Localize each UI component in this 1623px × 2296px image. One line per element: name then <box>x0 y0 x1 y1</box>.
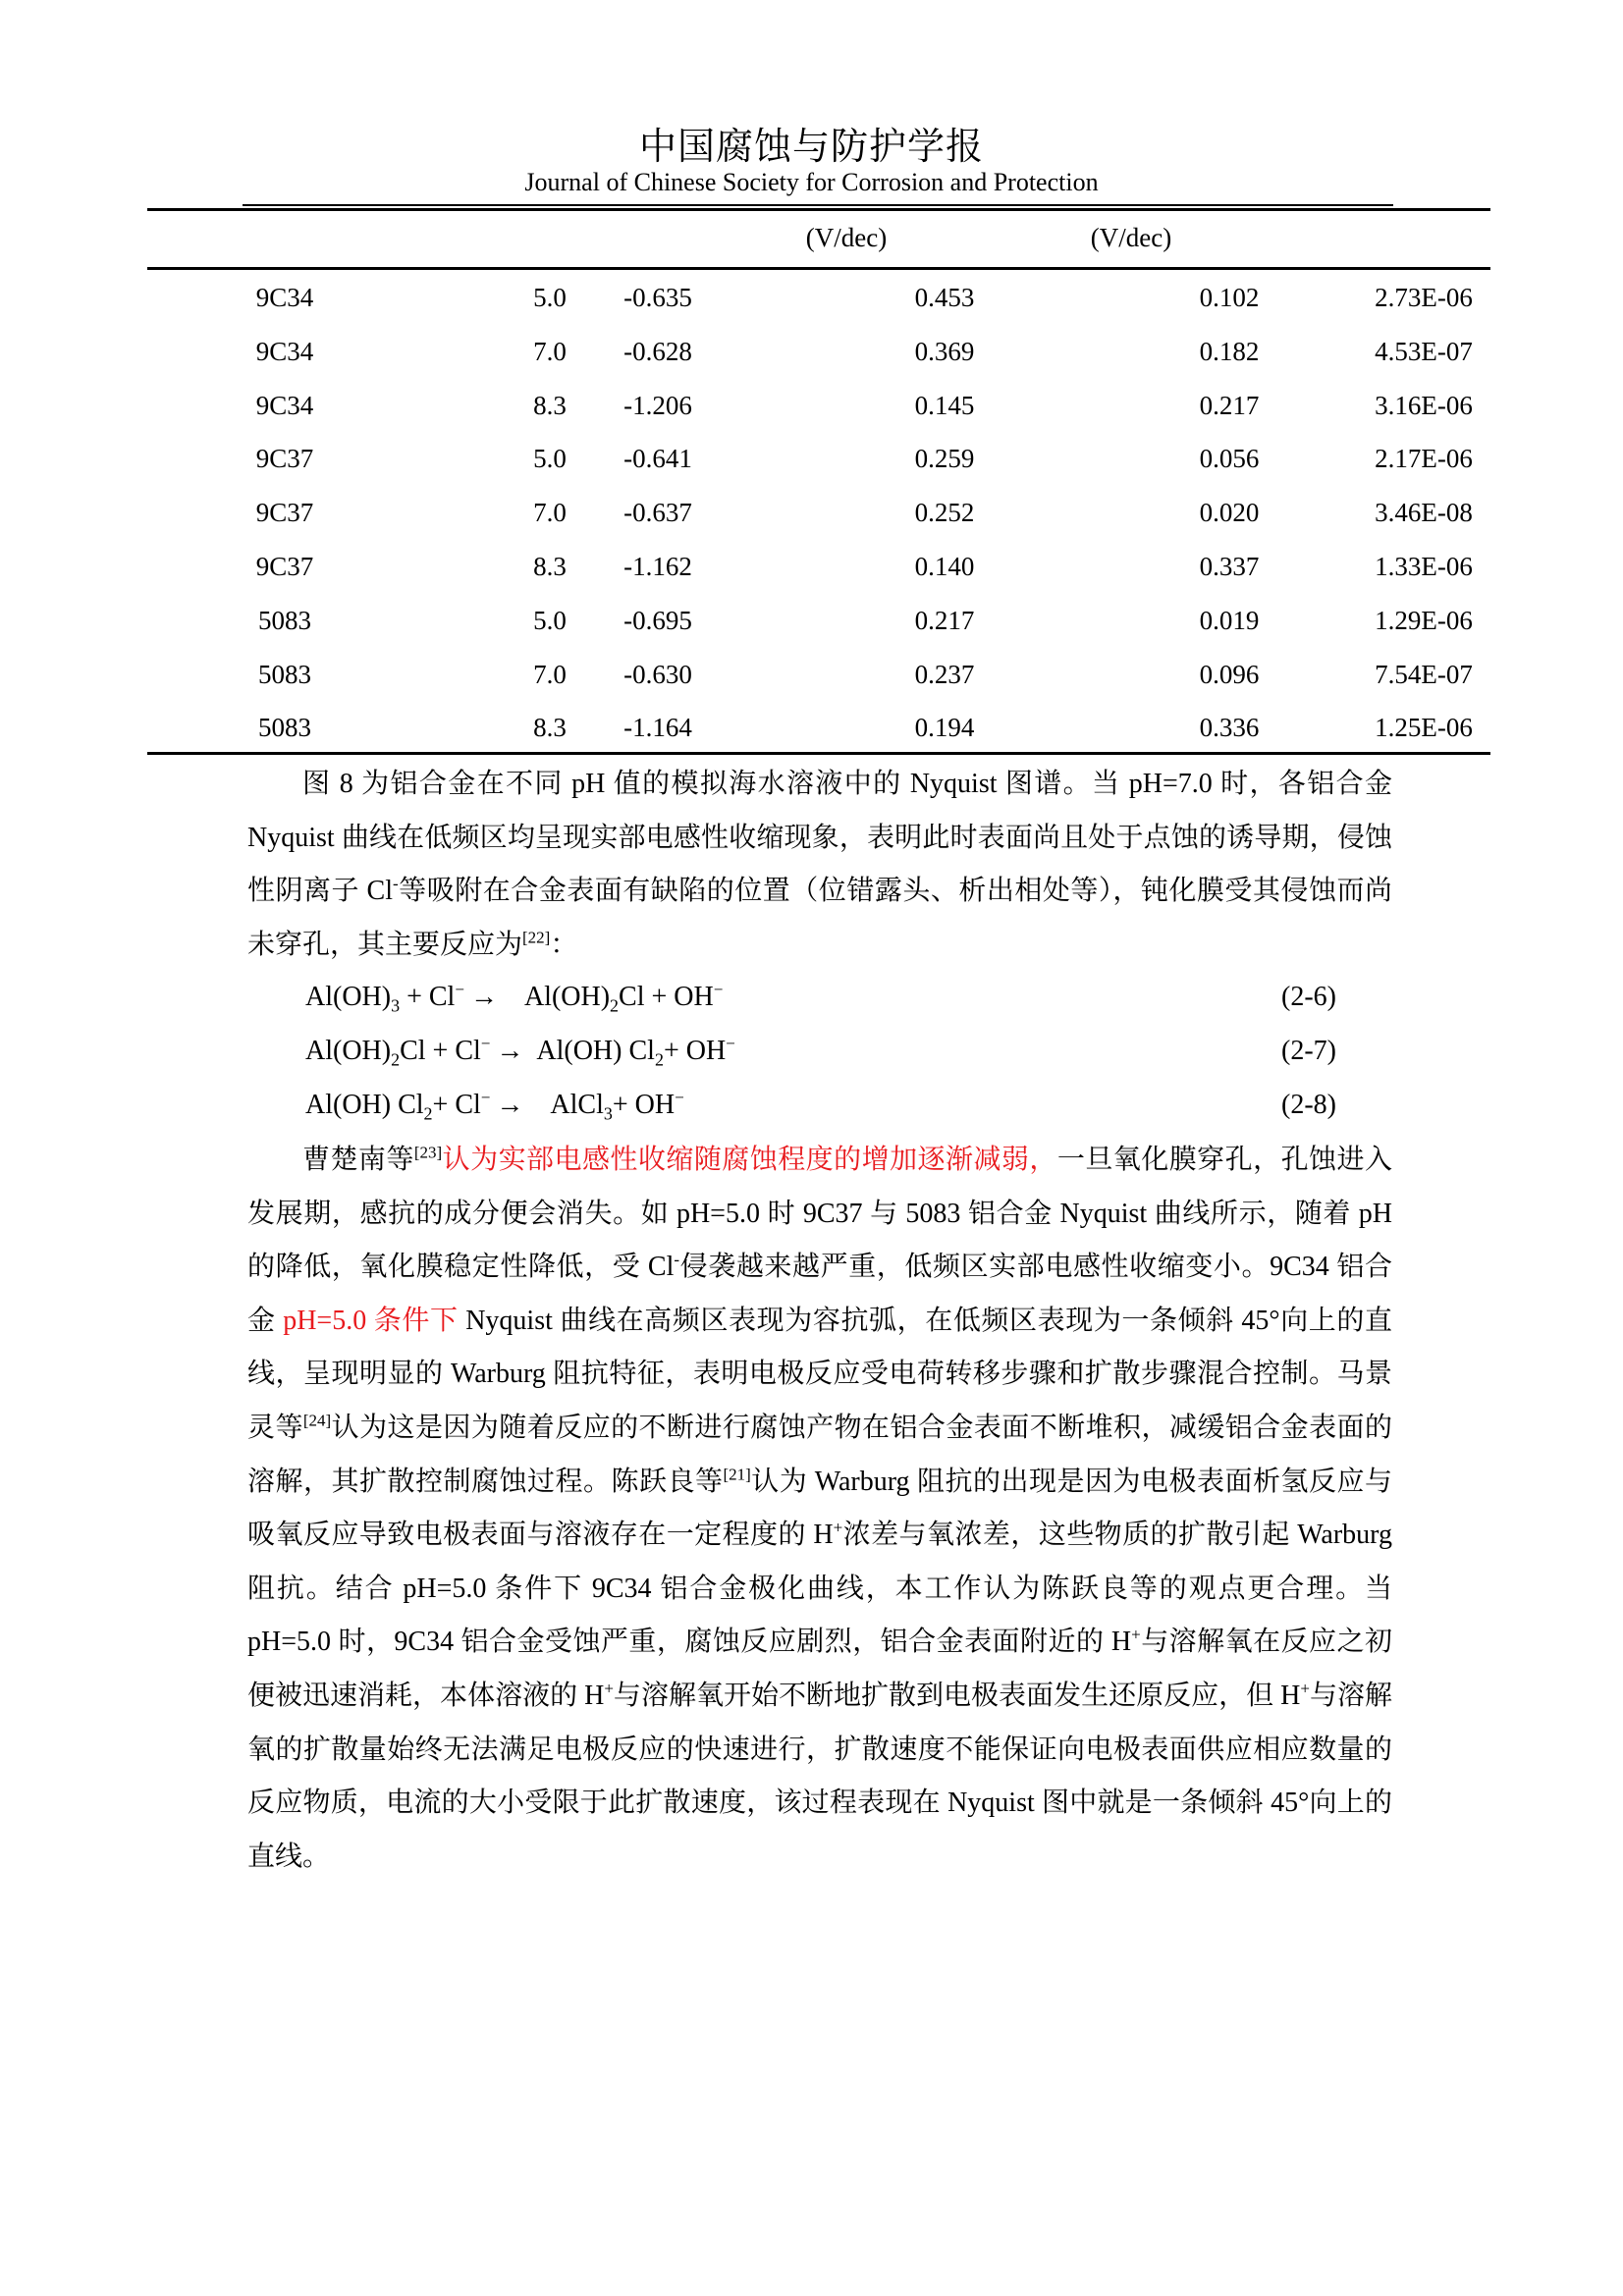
superscript: + <box>1300 1679 1310 1698</box>
equation-number: (2-8) <box>1281 1090 1336 1120</box>
table-cell: 0.336 <box>1199 713 1260 743</box>
superscript: + <box>604 1679 614 1698</box>
table-cell: 2.73E-06 <box>1375 283 1473 312</box>
table-top-rule <box>147 208 1490 211</box>
table-row <box>147 648 1490 702</box>
text: Nyquist 曲线在高频区表现为容抗弧，在低频区表现为一条倾斜 45°向上的直线，呈现明显的 Warburg 阻抗特征，表明电极反应受电荷转移步骤和扩散步骤混合控制。马景灵等 <box>247 1305 1392 1443</box>
header-rule <box>243 204 1393 206</box>
text: 与溶解氧在反应之初便被迅速消耗，本体溶液的 H <box>247 1627 1392 1711</box>
table-row <box>147 486 1490 540</box>
table-row <box>147 271 1490 325</box>
table-cell: 1.25E-06 <box>1375 713 1473 743</box>
text: 图 8 为铝合金在不同 pH 值的模拟海水溶液中的 Nyquist 图谱。当 pH=7.0 时，各铝合金 Nyquist 曲线在低频区均呈现实部电感性收缩现象，表明此时表面尚且处于点蚀的诱导期，侵蚀性阴离子 Cl <box>247 769 1392 907</box>
table-cell: 0.102 <box>1199 283 1260 312</box>
superscript: - <box>674 1250 680 1269</box>
highlighted-text: pH=5.0 条件下 <box>283 1305 459 1336</box>
table-cell: 9C37 <box>255 444 314 474</box>
table-cell: 7.0 <box>533 498 567 528</box>
equation-2-6 <box>305 982 1336 1035</box>
journal-title: 中国腐蚀与防护学报 <box>638 127 984 168</box>
text: 曹楚南等 <box>302 1145 414 1175</box>
table-cell: 0.140 <box>914 551 975 581</box>
table-cell: 0.259 <box>914 444 975 474</box>
table-cell: 0.020 <box>1199 498 1260 528</box>
table-row <box>147 379 1490 433</box>
table-cell: 5083 <box>258 659 311 689</box>
table-row <box>147 701 1490 755</box>
highlighted-text: 认为实部电感性收缩随腐蚀程度的增加逐渐减弱， <box>442 1145 1057 1175</box>
unit-label-1: (V/dec) <box>805 223 888 252</box>
table-cell: 8.3 <box>533 713 567 743</box>
text: 与溶解氧的扩散量始终无法满足电极反应的快速进行，扩散速度不能保证向电极表面供应相应数量的反应物质，电流的大小受限于此扩散速度，该过程表现在 Nyquist 图中就是一条倾斜 45°向上的直线。 <box>247 1680 1392 1872</box>
text: ： <box>550 929 578 960</box>
table-cell: 0.182 <box>1199 336 1260 366</box>
table-cell: 9C34 <box>255 336 314 366</box>
table-cell: -0.630 <box>623 659 692 689</box>
table-row <box>147 594 1490 648</box>
equation-formula: Al(OH) $Cl_2+ Cl^-$ → AlCl$_3$+ OH− <box>305 1088 684 1124</box>
table-cell: 9C34 <box>255 390 314 420</box>
text: 一旦氧化膜穿孔，孔蚀进入发展期，感抗的成分便会消失。如 pH=5.0 时 9C37 与 5083 铝合金 Nyquist 曲线所示，随着 pH 的降低，氧化膜稳定性降低，受 Cl <box>247 1145 1392 1283</box>
citation: [22] <box>522 928 551 947</box>
table-row <box>147 432 1490 486</box>
table-cell: 0.369 <box>914 336 975 366</box>
superscript: + <box>833 1518 843 1537</box>
table-cell: 0.194 <box>914 713 975 743</box>
table-cell: 7.54E-07 <box>1375 659 1473 689</box>
table-cell: 7.0 <box>533 659 567 689</box>
equation-number: (2-6) <box>1281 982 1336 1012</box>
table-cell: 0.096 <box>1199 659 1260 689</box>
table-cell: 1.33E-06 <box>1375 551 1473 581</box>
table-cell: -1.164 <box>623 713 692 743</box>
arrow-icon: → <box>469 982 498 1012</box>
table-cell: -0.641 <box>623 444 692 474</box>
text: 认为 Warburg 阻抗的出现是因为电极表面析氢反应与吸氧反应导致电极表面与溶液存在一定程度的 H <box>247 1466 1392 1551</box>
table-cell: 5083 <box>258 713 311 743</box>
text: 侵袭越来越严重，低频区实部电感性收缩变小。9C34 铝合金 <box>247 1252 1392 1336</box>
table-cell: 0.217 <box>1199 390 1260 420</box>
table-cell: 3.46E-08 <box>1375 498 1473 528</box>
table-cell: 0.217 <box>914 605 975 635</box>
table-cell: 0.252 <box>914 498 975 528</box>
table-cell: 5.0 <box>533 283 567 312</box>
citation: [24] <box>302 1411 332 1430</box>
table-bottom-rule <box>147 752 1490 755</box>
citation: [23] <box>413 1143 443 1162</box>
table-row <box>147 325 1490 379</box>
table-cell: -1.162 <box>623 551 692 581</box>
table-cell: 0.453 <box>914 283 975 312</box>
table-cell: 0.056 <box>1199 444 1260 474</box>
table-cell: 4.53E-07 <box>1375 336 1473 366</box>
arrow-icon: → <box>496 1036 524 1066</box>
data-table <box>147 271 1490 755</box>
paragraph-2 <box>247 1134 1392 1884</box>
unit-label-2: (V/dec) <box>1090 223 1172 252</box>
citation: [21] <box>723 1465 751 1484</box>
superscript: + <box>1131 1626 1141 1645</box>
table-cell: 0.237 <box>914 659 975 689</box>
table-cell: 1.29E-06 <box>1375 605 1473 635</box>
paragraph-1 <box>247 758 1392 972</box>
table-cell: 0.019 <box>1199 605 1260 635</box>
table-cell: 7.0 <box>533 336 567 366</box>
table-cell: -0.628 <box>623 336 692 366</box>
table-cell: -1.206 <box>623 390 692 420</box>
table-cell: 8.3 <box>533 390 567 420</box>
table-cell: 3.16E-06 <box>1375 390 1473 420</box>
table-header-rule <box>147 267 1490 270</box>
table-cell: 5.0 <box>533 444 567 474</box>
arrow-icon: → <box>496 1090 524 1120</box>
text: 认为这是因为随着反应的不断进行腐蚀产物在铝合金表面不断堆积，减缓铝合金表面的溶解，其扩散控制腐蚀过程。陈跃良等 <box>247 1412 1392 1497</box>
text: 与溶解氧开始不断地扩散到电极表面发生还原反应，但 H <box>613 1680 1301 1711</box>
table-cell: -0.637 <box>623 498 692 528</box>
equation-number: (2-7) <box>1281 1036 1336 1066</box>
text: 等吸附在合金表面有缺陷的位置（位错露头、析出相处等），钝化膜受其侵蚀而尚未穿孔，其主要反应为 <box>247 876 1392 960</box>
superscript: - <box>393 874 399 893</box>
text: 浓差与氧浓差，这些物质的扩散引起 Warburg 阻抗。结合 pH=5.0 条件下 9C34 铝合金极化曲线，本工作认为陈跃良等的观点更合理。当 pH=5.0 时，9C34 铝合金受蚀严重，腐蚀反应剧烈，铝合金表面附近的 H <box>247 1520 1392 1658</box>
table-cell: 0.145 <box>914 390 975 420</box>
equation-formula: $Al(OH)_3 + Cl^-$ → $Al(OH)_2Cl + OH^-$ <box>305 980 724 1016</box>
equation-formula: $Al(OH)_2Cl + Cl^- \to Al(OH)$ $Cl_2+ OH^-$ <box>305 1034 735 1070</box>
table-cell: -0.695 <box>623 605 692 635</box>
table-cell: 2.17E-06 <box>1375 444 1473 474</box>
journal-subtitle: Journal of Chinese Society for Corrosion and Protection <box>524 168 1099 196</box>
table-cell: -0.635 <box>623 283 692 312</box>
table-cell: 9C34 <box>255 283 314 312</box>
table-row <box>147 540 1490 594</box>
equation-2-7 <box>305 1036 1336 1089</box>
table-cell: 5083 <box>258 605 311 635</box>
table-cell: 5.0 <box>533 605 567 635</box>
table-cell: 0.337 <box>1199 551 1260 581</box>
table-cell: 8.3 <box>533 551 567 581</box>
table-cell: 9C37 <box>255 551 314 581</box>
table-cell: 9C37 <box>255 498 314 528</box>
